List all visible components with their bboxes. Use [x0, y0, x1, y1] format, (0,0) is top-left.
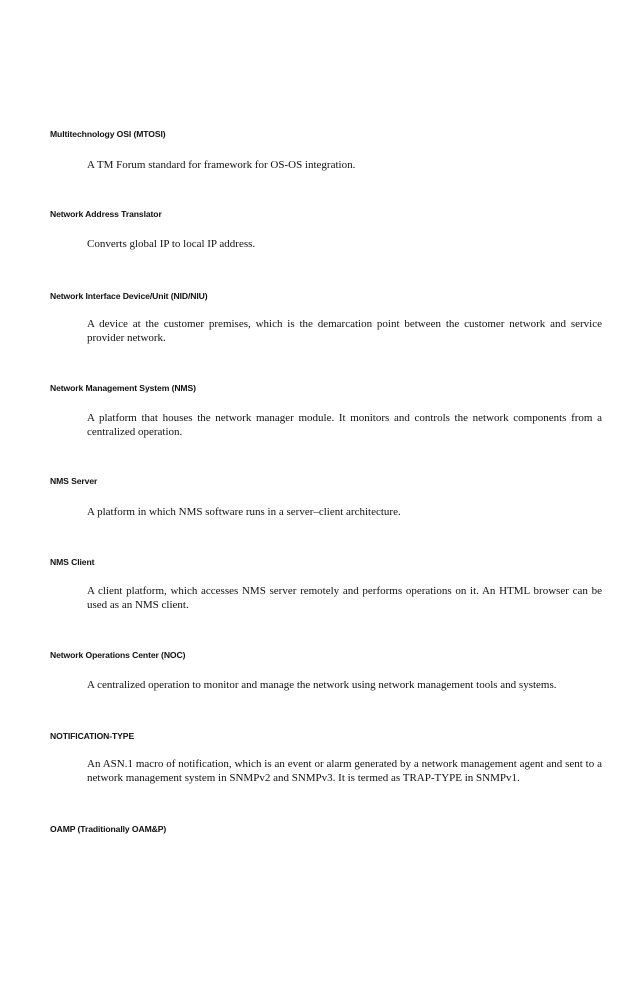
glossary-definition: A TM Forum standard for framework for OS-OS integration. — [87, 159, 356, 171]
glossary-definition: A platform in which NMS software runs in a server–client architecture. — [87, 506, 401, 518]
glossary-entry-mtosi — [50, 129, 602, 171]
glossary-definition: Converts global IP to local IP address. — [87, 238, 256, 250]
glossary-entry-nat — [50, 209, 602, 250]
glossary-entry-nms-server — [50, 476, 602, 518]
glossary-term: OAMP (Traditionally OAM&P) — [50, 824, 167, 834]
glossary-entry-nms-client — [50, 557, 602, 611]
glossary-term: Network Interface Device/Unit (NID/NIU) — [50, 291, 208, 301]
glossary-definition: A client platform, which accesses NMS server remotely and performs operations on it. An HTML browser can be used as an NMS client. — [87, 585, 602, 611]
glossary-entry-notification-type — [50, 731, 602, 784]
glossary-term: NMS Client — [50, 557, 95, 567]
glossary-term: Network Address Translator — [50, 209, 162, 219]
glossary-term: NOTIFICATION-TYPE — [50, 731, 135, 741]
glossary-entry-noc — [50, 650, 602, 691]
glossary-term: Network Management System (NMS) — [50, 383, 196, 393]
glossary-term: Network Operations Center (NOC) — [50, 650, 186, 660]
glossary-entry-nms — [50, 383, 602, 438]
glossary-entry-oamp — [50, 824, 602, 835]
glossary-entry-nid-niu — [50, 291, 602, 344]
glossary-definition: A device at the customer premises, which is the demarcation point between the customer network and service provider network. — [87, 318, 602, 344]
glossary-definition: A platform that houses the network manager module. It monitors and controls the network components from a centralized operation. — [87, 412, 602, 438]
glossary-definition: A centralized operation to monitor and manage the network using network management tools and systems. — [87, 679, 557, 691]
glossary-term: Multitechnology OSI (MTOSI) — [50, 129, 166, 139]
glossary-definition: An ASN.1 macro of notification, which is an event or alarm generated by a network management agent and sent to a network management system in SNMPv2 and SNMPv3. It is termed as TRAP-TYPE in SNMPv1. — [87, 758, 602, 784]
glossary-term: NMS Server — [50, 476, 98, 486]
